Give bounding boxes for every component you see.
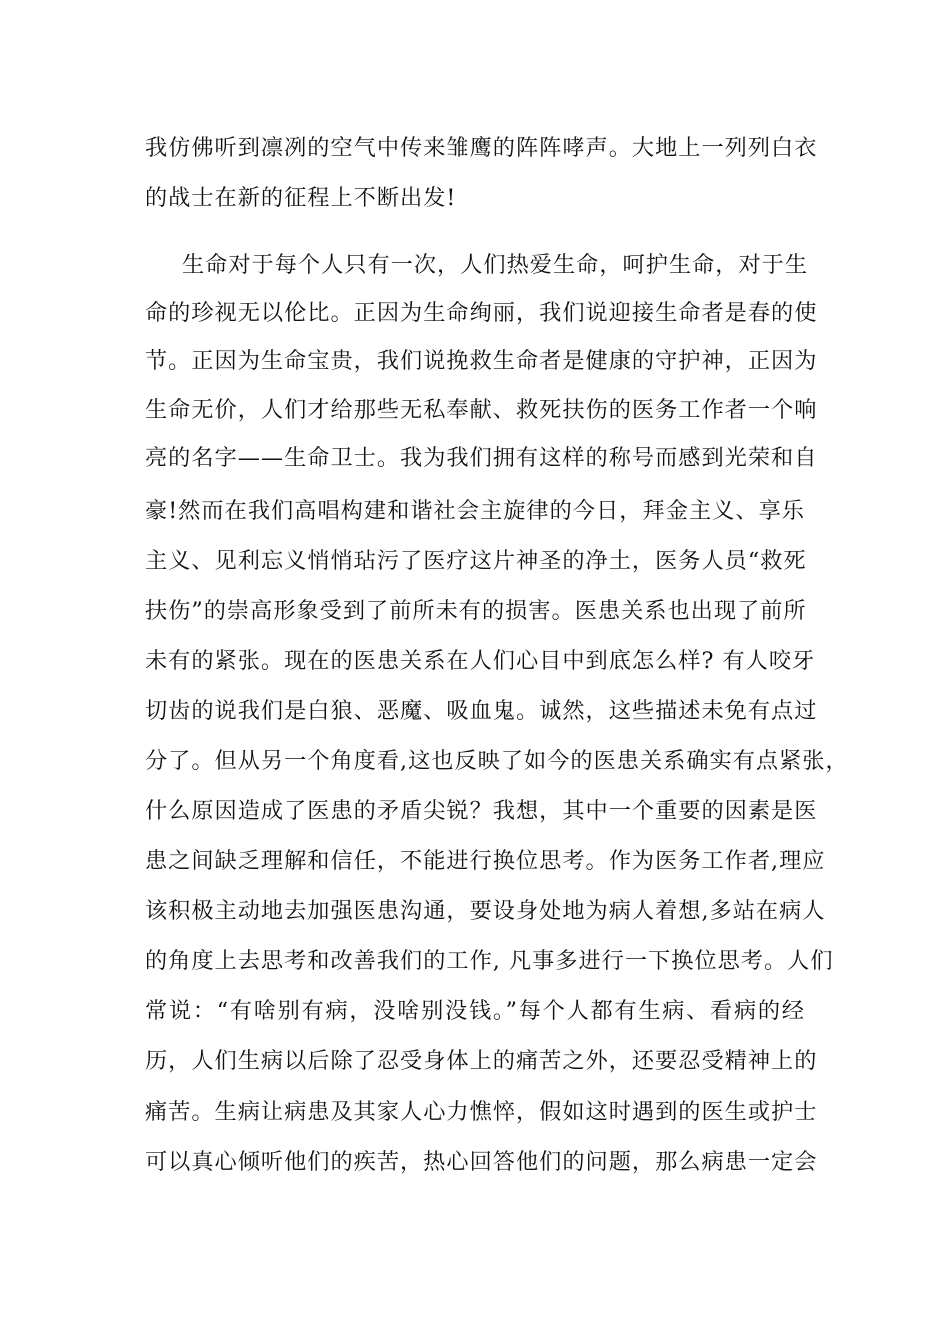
paragraph-2-line-3: 节。正因为生命宝贵，我们说挽救生命者是健康的守护神，正因为 bbox=[145, 348, 818, 374]
paragraph-2-line-6: 豪!然而在我们高唱构建和谐社会主旋律的今日，拜金主义、享乐 bbox=[145, 498, 805, 524]
paragraph-2-line-8: 扶伤”的崇高形象受到了前所未有的损害。医患关系也出现了前所 bbox=[145, 598, 807, 624]
paragraph-2-line-4: 生命无价，人们才给那些无私奉献、救死扶伤的医务工作者一个响 bbox=[145, 397, 818, 423]
paragraph-2-line-14: 该积极主动地去加强医患沟通，要设身处地为病人着想,多站在病人 bbox=[145, 898, 826, 924]
paragraph-2-line-10: 切齿的说我们是白狼、恶魔、吸血鬼。诚然，这些描述未免有点过 bbox=[145, 698, 818, 724]
paragraph-2-line-13: 患之间缺乏理解和信任，不能进行换位思考。作为医务工作者,理应 bbox=[145, 848, 826, 874]
paragraph-2-line-12: 什么原因造成了医患的矛盾尖锐？我想，其中一个重要的因素是医 bbox=[145, 798, 818, 824]
paragraph-1-line-1: 我仿佛听到凛冽的空气中传来雏鹰的阵阵哮声。大地上一列列白衣 bbox=[145, 135, 818, 161]
paragraph-1-line-2: 的战士在新的征程上不断出发! bbox=[145, 185, 457, 211]
paragraph-2-line-1: 生命对于每个人只有一次，人们热爱生命，呵护生命，对于生 bbox=[182, 252, 809, 278]
paragraph-2-line-16: 常说：“有啥别有病，没啥别没钱。”每个人都有生病、看病的经 bbox=[145, 998, 805, 1024]
paragraph-2-line-7: 主义、见利忘义悄悄玷污了医疗这片神圣的净土，医务人员“救死 bbox=[145, 548, 807, 574]
paragraph-2-line-5: 亮的名字——生命卫士。我为我们拥有这样的称号而感到光荣和自 bbox=[145, 445, 818, 471]
paragraph-2-line-17: 历，人们生病以后除了忍受身体上的痛苦之外，还要忍受精神上的 bbox=[145, 1048, 818, 1074]
paragraph-2-line-18: 痛苦。生病让病患及其家人心力憔悴，假如这时遇到的医生或护士 bbox=[145, 1099, 818, 1125]
paragraph-2-line-15: 的角度上去思考和改善我们的工作, 凡事多进行一下换位思考。人们 bbox=[145, 948, 834, 974]
paragraph-2-line-9: 未有的紧张。现在的医患关系在人们心目中到底怎么样? 有人咬牙 bbox=[145, 648, 816, 674]
paragraph-2-line-2: 命的珍视无以伦比。正因为生命绚丽，我们说迎接生命者是春的使 bbox=[145, 300, 818, 326]
paragraph-2-line-19: 可以真心倾听他们的疾苦，热心回答他们的问题，那么病患一定会 bbox=[145, 1149, 818, 1175]
paragraph-2-line-11: 分了。但从另一个角度看,这也反映了如今的医患关系确实有点紧张， bbox=[145, 748, 849, 774]
